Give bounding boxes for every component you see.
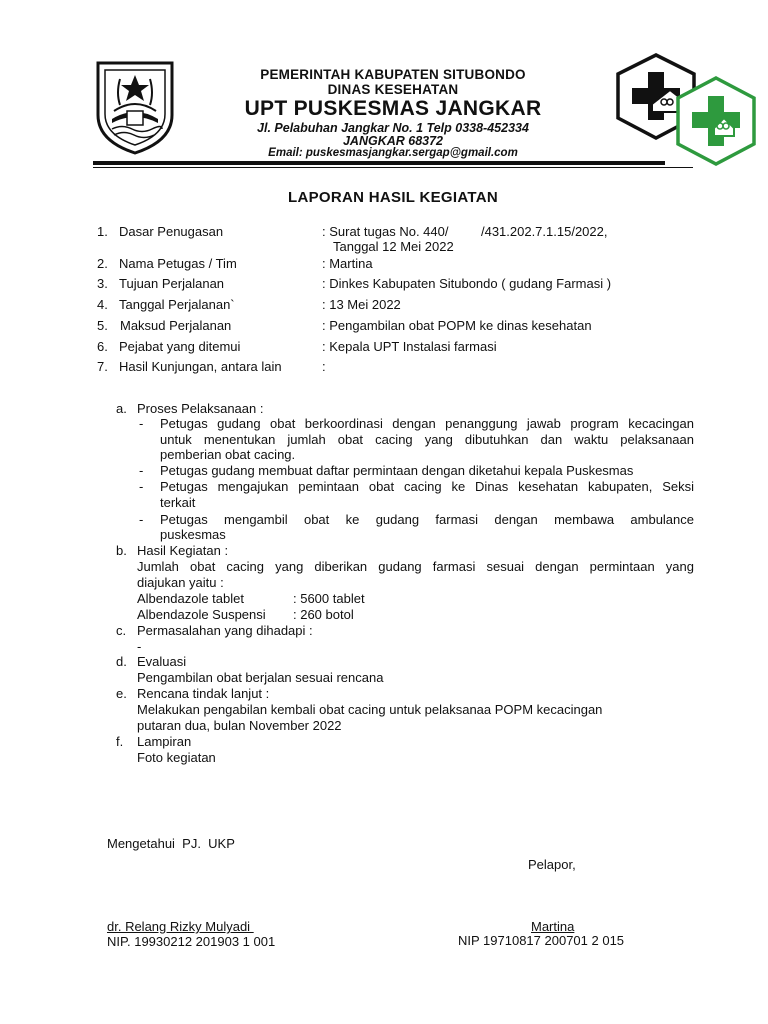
section-letter: c. [116, 623, 127, 638]
item-number: 4. [97, 297, 108, 312]
section-letter: a. [116, 401, 127, 416]
section-heading: Hasil Kegiatan : [137, 543, 229, 558]
result-name: Albendazole Suspensi [137, 607, 266, 622]
section-body: - [137, 639, 142, 654]
signature-nip: NIP. 19930212 201903 1 001 [107, 934, 276, 949]
section-heading: Rencana tindak lanjut : [137, 686, 270, 701]
bullet-line: Petugas mengajukan pemintaan obat cacing ke Dinas kesehatan kabupaten, Seksi [160, 479, 694, 494]
header-institution: UPT PUSKESMAS JANGKAR [244, 97, 542, 120]
bullet-line: untuk menentukan jumlah obat cacing yang dibutuhkan dan waktu pelaksanaan [160, 432, 694, 447]
regency-emblem [92, 57, 178, 162]
item-number: 2. [97, 256, 108, 271]
item-value: : Pengambilan obat POPM ke dinas kesehatan [322, 318, 592, 333]
item-value: : Kepala UPT Instalasi farmasi [322, 339, 497, 354]
section-body: Melakukan pengabilan kembali obat cacing untuk pelaksanaa POPM kecacingan [137, 702, 603, 717]
item-number: 6. [97, 339, 108, 354]
signature-name: dr. Relang Rizky Mulyadi [107, 919, 254, 934]
bullet-line: terkait [160, 495, 196, 510]
bullet-dash: - [139, 512, 144, 527]
document-title: LAPORAN HASIL KEGIATAN [288, 189, 498, 206]
section-body: Foto kegiatan [137, 750, 216, 765]
header-divider-thin [93, 167, 693, 168]
item-label: Nama Petugas / Tim [119, 256, 237, 271]
header-email: Email: puskesmasjangkar.sergap@gmail.com [268, 147, 518, 159]
bullet-line: Petugas mengambil obat ke gudang farmasi dengan membawa ambulance [160, 512, 694, 527]
section-body: diajukan yaitu : [137, 575, 224, 590]
item-label: Dasar Penugasan [119, 224, 224, 239]
section-body: Jumlah obat cacing yang diberikan gudang farmasi sesuai dengan permintaan yang [137, 559, 694, 574]
bullet-line: Petugas gudang membuat daftar permintaan dengan diketahui kepala Puskesmas [160, 463, 634, 478]
signature-title: Pelapor, [528, 857, 576, 872]
header-city: JANGKAR 68372 [342, 134, 444, 148]
header-line-2: DINAS KESEHATAN [327, 82, 459, 97]
bullet-dash: - [139, 416, 144, 431]
result-value: : 260 botol [293, 607, 354, 622]
item-label: Hasil Kunjungan, antara lain [119, 359, 282, 374]
item-value: : [322, 359, 326, 374]
signature-title: Mengetahui PJ. UKP [107, 836, 235, 851]
header-divider-thick [93, 161, 665, 165]
header-line-1: PEMERINTAH KABUPATEN SITUBONDO [260, 67, 526, 82]
bullet-line: puskesmas [160, 527, 226, 542]
item-value: : Dinkes Kabupaten Situbondo ( gudang Farmasi ) [322, 276, 612, 291]
item-value: : 13 Mei 2022 [322, 297, 401, 312]
section-letter: d. [116, 654, 127, 669]
item-value: : Martina [322, 256, 373, 271]
header-address: Jl. Pelabuhan Jangkar No. 1 Telp 0338-452334 [257, 121, 529, 135]
bullet-line: Petugas gudang obat berkoordinasi dengan penanggung jawab program kecacingan [160, 416, 694, 431]
result-value: : 5600 tablet [293, 591, 365, 606]
bullet-line: pemberian obat cacing. [160, 447, 296, 462]
item-number: 3. [97, 276, 108, 291]
item-label: Tanggal Perjalanan` [119, 297, 235, 312]
section-heading: Permasalahan yang dihadapi : [137, 623, 313, 638]
bullet-dash: - [139, 463, 144, 478]
section-heading: Proses Pelaksanaan : [137, 401, 264, 416]
section-body: Pengambilan obat berjalan sesuai rencana [137, 670, 384, 685]
item-label: Tujuan Perjalanan [119, 276, 225, 291]
signature-nip: NIP 19710817 200701 2 015 [458, 933, 625, 948]
item-number: 1. [97, 224, 108, 239]
section-letter: f. [116, 734, 124, 749]
section-heading: Evaluasi [137, 654, 187, 669]
section-body: putaran dua, bulan November 2022 [137, 718, 342, 733]
puskesmas-logo [612, 52, 758, 173]
item-number: 7. [97, 359, 108, 374]
item-value: : Surat tugas No. 440/ /431.202.7.1.15/2022, [322, 224, 608, 239]
bullet-dash: - [139, 479, 144, 494]
section-heading: Lampiran [137, 734, 192, 749]
section-letter: e. [116, 686, 127, 701]
section-letter: b. [116, 543, 127, 558]
item-number: 5. [97, 318, 108, 333]
signature-name: Martina [531, 919, 575, 934]
item-value-date: Tanggal 12 Mei 2022 [333, 239, 454, 254]
result-name: Albendazole tablet [137, 591, 244, 606]
item-label: Maksud Perjalanan [120, 318, 232, 333]
item-label: Pejabat yang ditemui [119, 339, 241, 354]
